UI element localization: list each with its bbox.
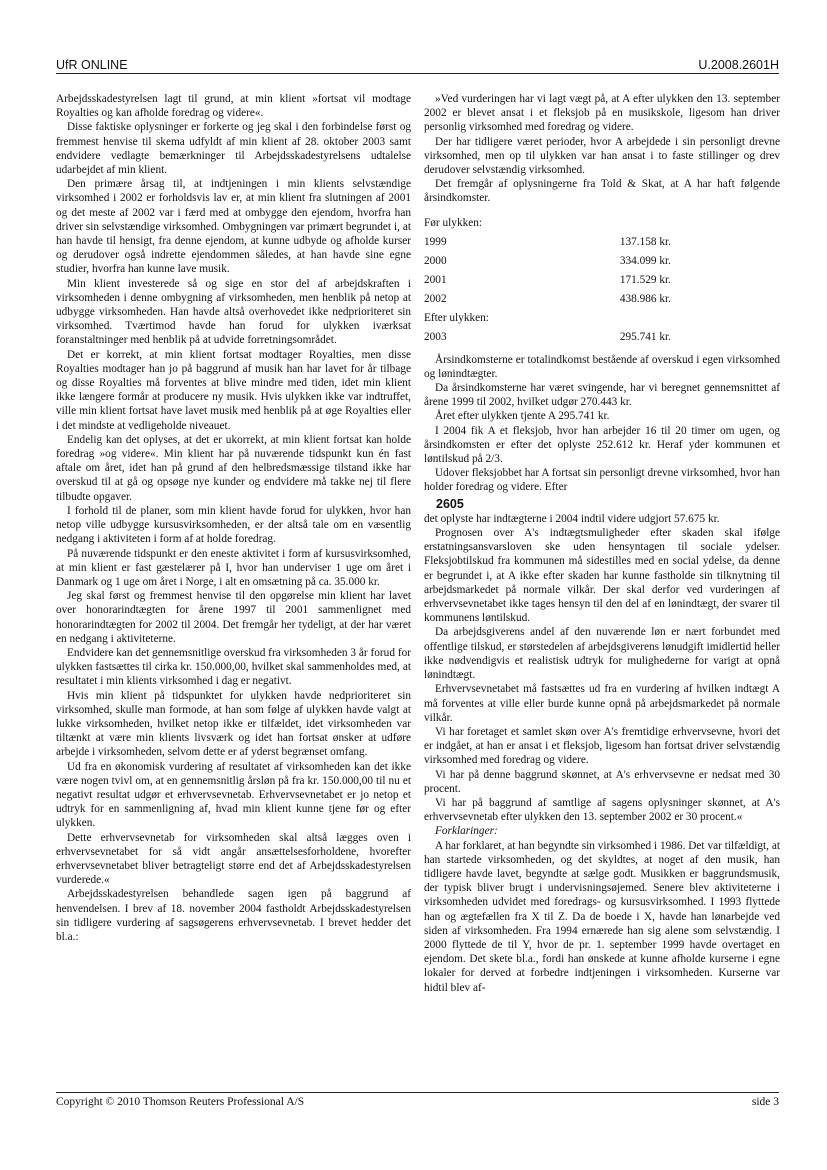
income-row: [424, 252, 780, 271]
income-amount: 295.741 kr.: [619, 330, 671, 343]
paragraph: Ud fra en økonomisk vurdering af resultatet af virksomheden kan det ikke være nogen tvivl om, at en gennemsnitlig årsløn på fra kr. 150.000,00 til nu et negativt resultat udgør et erhvervsevnetab. Erhvervsevnetabet er jo netop et udtryk for en sammenligning af, hvad min klient kunne tjene før og efter ulykken.: [56, 760, 411, 830]
paragraph: Endvidere kan det gennemsnitlige overskud fra virksomheden 3 år forud for ulykken fastsættes til cirka kr. 150.000,00, hvilket skal sammenholdes med, at resultatet i min klients virksomhed i dag er negativt.: [56, 646, 411, 688]
paragraph: Prognosen over A's indtægtsmuligheder efter skaden skal ifølge erstatningsansvarsloven ske uden hensyntagen til sociale ydelser. Fleksjobtilskud fra kommunen må sidestilles med en social ydelse, da denne er begrundet i, at A ikke efter skaden har kunne fastholde sin tilknytning til arbejdsmarkedet på normale vilkår. Der skal derfor ved vurderingen af erhvervsevnetabet ikke tages hensyn til den del af en lønindtægt, der svarer til kommunens løntilskud.: [424, 527, 780, 625]
footer-divider: [56, 1092, 779, 1093]
explanations-heading: Forklaringer:: [435, 825, 498, 838]
paragraph: Endelig kan det oplyses, at det er ukorrekt, at min klient fortsat kan holde foredrag »og videre«. Min klient har på nuværende tidspunkt kun én fast aftale om året, idet han på grund af den helbredsmæssige tilstand ikke har overskud til at gå og opsøge nye kunder og endvidere må takke nej til flere tilbudte opgaver.: [56, 433, 411, 503]
paragraph: Min klient investerede så og sige en stor del af arbejdskraften i virksomheden i denne ombygning af virksomheden, men henblik på netop at udbygge virksomheden. Han havde altså overhovedet ikke nedprioriteret sin virksomhed. Tværtimod havde han forud for ulykken iværksat foranstaltninger med henblik på at udvide forretningsområdet.: [56, 277, 411, 347]
right-column: [424, 92, 780, 995]
paragraph: På nuværende tidspunkt er den eneste aktivitet i form af kursusvirksomhed, at min klient er fast gæstelærer på I, hvor han underviser 1 uge om året i Danmark og 1 uge om året i Norge, i alt en omsætning på ca. 35.000 kr.: [56, 547, 411, 588]
case-reference: U.2008.2601H: [698, 58, 779, 72]
paragraph: Den primære årsag til, at indtjeningen i min klients selvstændige virksomhed i 2002 er forholdsvis lav er, at min klient fra slutningen af 2001 og det meste af 2002 var i færd med at ombygge den ejendom, hvorfra han driver sin selvstændige virksomhed. Ombygningen var primært begrundet i, at han havde til hensigt, fra denne ejendom, at kunne udbyde og afholde kurser og derudover også indrette ejendommen således, at han havde sine egne studier, hvorfra han kunne lave musik.: [56, 178, 411, 276]
income-year: 2003: [424, 330, 447, 343]
paragraph: Det fremgår af oplysningerne fra Told & Skat, at A har haft følgende årsindkomster.: [424, 178, 780, 205]
left-column: [56, 92, 411, 944]
paragraph: Erhvervsevnetabet må fastsættes ud fra en vurdering af hvilken indtægt A må forventes at ville eller burde kunne opnå på arbejdsmarkedet på normale vilkår.: [424, 683, 780, 724]
paragraph: A har forklaret, at han begyndte sin virksomhed i 1986. Det var tilfældigt, at han startede virksomheden, og det skyldtes, at noget af den musik, han tidligere havde lavet, begyndte at sælge godt. Musikken er baggrundsmusik, der typisk bliver brugt i undervisningsøjemed. Senere blev aktiviteterne i virksomheden udvidet med foredrags- og kursusvirksomhed. I 1993 flyttede han og ægtefællen fra X til Z. Da de boede i X, havde han lønarbejde ved siden af virksomheden. Fra 1994 ernærede han sig alene som selvstændig. I 2000 flyttede de til Y, hvor de pr. 1. september 1999 havde overtaget en ejendom. Det skete bl.a., fordi han ønskede at kunne afholde kurserne i egne lokaler for derved at forbedre indtjeningen i virksomheden. Kurserne var hidtil blev af-: [424, 839, 780, 994]
paragraph: Jeg skal først og fremmest henvise til den opgørelse min klient har lavet over honorarindtægten for årene 1997 til 2001 sammenlignet med honorarindtægten for 2002 til 2004. Det fremgår her tydeligt, at der har været en nedgang i aktiviteterne.: [56, 590, 411, 645]
income-before-label: Før ulykken:: [424, 216, 483, 229]
paragraph: Vi har på denne baggrund skønnet, at A's erhvervsevne er nedsat med 30 procent.: [424, 768, 780, 795]
paragraph: I forhold til de planer, som min klient havde forud for ulykken, hvor han netop ville udbygge kursusvirksomheden, er der altså tale om en væsentlig nedgang i aktiviteten i form af at holde foredrag.: [56, 504, 411, 546]
paragraph: Hvis min klient på tidspunktet for ulykken havde nedprioriteret sin virksomhed, skulle man formode, at han som følge af ulykken havde valgt at lukke virksomheden, hvilket netop ikke er tilfældet, idet virksomheden var tiltænkt at være min klients livsværk og idet han fortsat ønsker at udføre arbejde i virksomheden, selvom dette er af yderst begrænset omfang.: [56, 689, 411, 759]
paragraph: det oplyste har indtægterne i 2004 indtil videre udgjort 57.675 kr.: [424, 512, 720, 525]
income-amount: 137.158 kr.: [619, 235, 671, 248]
paragraph: I 2004 fik A et fleksjob, hvor han arbejder 16 til 20 timer om ugen, og årsindkomsten er efter det oplyste 252.612 kr. Heraf yder kommunen et løntilskud på 2/3.: [424, 424, 780, 466]
income-row: [424, 271, 780, 290]
paragraph: Året efter ulykken tjente A 295.741 kr.: [435, 410, 610, 423]
paragraph: Arbejdsskadestyrelsen lagt til grund, at min klient »fortsat vil modtage Royalties og kan afholde foredrag og videre«.: [56, 93, 411, 120]
paragraph: Udover fleksjobbet har A fortsat sin personligt drevne virksomhed, hvor han holder foredrag og videre. Efter: [424, 467, 780, 494]
paragraph: Årsindkomsterne er totalindkomst bestående af overskud i egen virksomhed og lønindtægter.: [424, 353, 780, 380]
income-row: [424, 290, 780, 309]
header-divider: [56, 73, 779, 74]
page-number: side 3: [751, 1096, 779, 1108]
page-marker: 2605: [436, 496, 464, 511]
page-header: [56, 52, 779, 72]
paragraph: Dette erhvervsevnetab for virksomheden skal altså lægges oven i erhvervsevnetabet for så vidt angår ansættelsesforholdene, hvorefter erhvervsevnetabet bliver betragteligt større end det af Arbejdsskadestyrelsen vurderede.«: [56, 831, 411, 887]
copyright-notice: Copyright © 2010 Thomson Reuters Professional A/S: [56, 1096, 305, 1108]
right-column-intro: [424, 92, 780, 206]
income-row: [424, 233, 780, 252]
right-column-bottom: [424, 512, 780, 824]
paragraph: Da arbejdsgiverens andel af den nuværende løn er nært forbundet med offentlige tilskud, er størstedelen af arbejdsgiverens lønudgift imidlertid heller ikke nødvendigvis et realistisk udtryk for mulighederne for varigt at opnå lønindtægt.: [424, 626, 780, 682]
paragraph: Disse faktiske oplysninger er forkerte og jeg skal i den forbindelse først og fremmest henvise til skema udfyldt af min klient af 28. oktober 2003 samt endvidere vedlagte bemærkninger til Arbejdsskadestyrelsens udtalelse udarbejdet af min klient.: [56, 121, 411, 177]
paragraph: Vi har på baggrund af samtlige af sagens oplysninger skønnet, at A's erhvervsevnetab efter ulykken den 13. september 2002 er 30 procent.«: [424, 796, 780, 824]
page-footer: [56, 1096, 779, 1108]
paragraph: »Ved vurderingen har vi lagt vægt på, at A efter ulykken den 13. september 2002 er blevet ansat i et fleksjob på en musikskole, ligesom han driver personlig virksomhed med foredrag og videre.: [424, 93, 780, 134]
income-amount: 438.986 kr.: [619, 292, 671, 305]
income-amount: 171.529 kr.: [619, 273, 671, 286]
source-label: UfR ONLINE: [56, 58, 128, 72]
paragraph: Der har tidligere været perioder, hvor A arbejdede i sin personligt drevne virksomhed, men op til ulykken var han ansat i to faste stillinger og drev derudover selvstændig virksomhed.: [424, 135, 780, 177]
paragraph: Det er korrekt, at min klient fortsat modtager Royalties, men disse Royalties modtager han jo på baggrund af musik han har lavet for år tilbage og disse Royalties må forventes at blive mindre med tiden, idet min klient ikke længere formår at producere ny musik. Hvis ulykken ikke var indtruffet, ville min klient fortsat have lavet musik med henblik på at øge Royalties eller i det mindste at vedligeholde niveauet.: [56, 348, 411, 432]
income-amount: 334.099 kr.: [619, 254, 671, 267]
income-table: [424, 214, 780, 347]
right-column-middle: [424, 353, 780, 495]
income-year: 1999: [424, 235, 447, 248]
income-after-label: Efter ulykken:: [424, 311, 489, 324]
right-column-explanations: [424, 839, 780, 995]
income-row: [424, 328, 780, 347]
paragraph: Vi har foretaget et samlet skøn over A's fremtidige erhvervsevne, hvori det er indgået, at han er ansat i et fleksjob, ligesom han fortsat driver selvstændig virksomhed med foredrag og videre.: [424, 725, 780, 767]
paragraph: Da årsindkomsterne har været svingende, har vi beregnet gennemsnittet af årene 1999 til 2002, hvilket udgør 270.443 kr.: [424, 382, 780, 409]
paragraph: Arbejdsskadestyrelsen behandlede sagen igen på baggrund af henvendelsen. I brev af 18. november 2004 fastholdt Arbejdsskadestyrelsen sin tidligere vurdering af sagsøgerens erhvervsevnetab. I brevet hedder det bl.a.:: [56, 888, 411, 943]
income-after-label-row: [424, 309, 780, 328]
income-year: 2000: [424, 254, 447, 267]
income-before-label-row: [424, 214, 780, 233]
income-year: 2002: [424, 292, 447, 305]
income-year: 2001: [424, 273, 447, 286]
